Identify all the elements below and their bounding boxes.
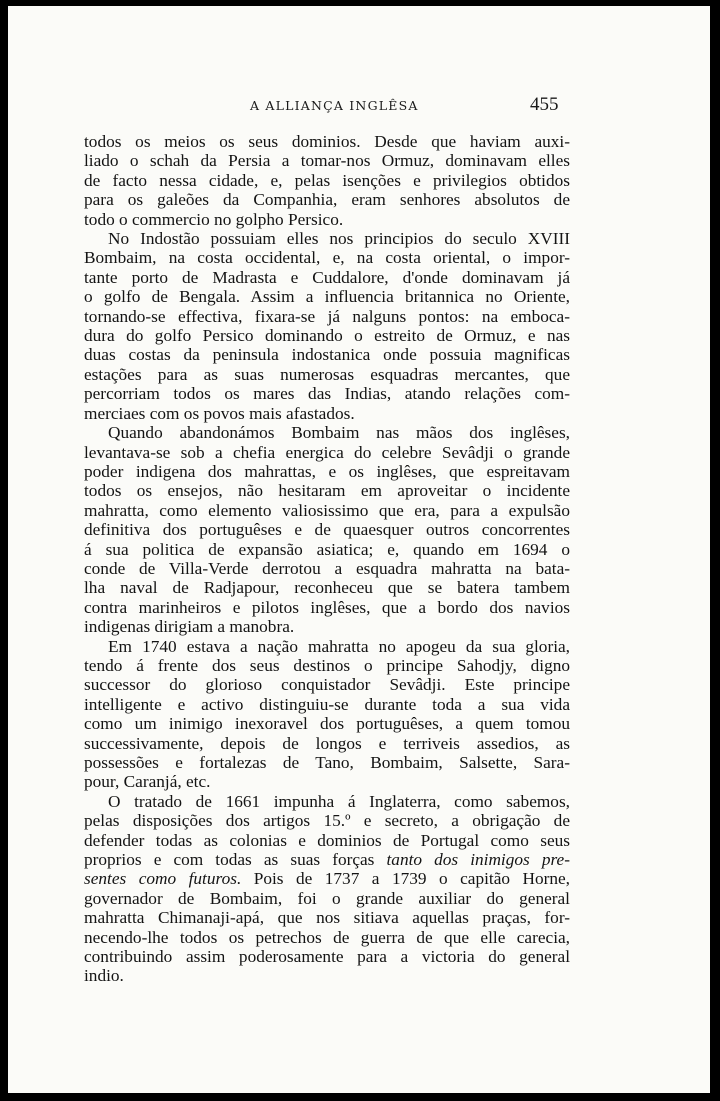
text-line: proprios e com todas as suas forças tanto dos inimigos pre- (84, 850, 570, 870)
text-line: todo o commercio no golpho Persico. (84, 209, 344, 229)
text-line: todos os meios os seus dominios. Desde que haviam auxi- (84, 132, 570, 151)
text-line: lha naval de Radjapour, reconheceu que se batera tambem (84, 578, 570, 598)
body-text (84, 132, 570, 986)
text-line: mahratta Chimanaji-apá, que nos sitiava aquellas praças, for- (84, 908, 570, 928)
text-line: possessões e fortalezas de Tano, Bombaim, Salsette, Sara- (84, 753, 570, 772)
text-line: conde de Villa-Verde derrotou a esquadra mahratta na bata- (84, 558, 570, 578)
text-line: percorriam todos os mares das Indias, atando relações com- (84, 384, 570, 404)
text-line: tornando-se effectiva, fixara-se já nalguns pontos: na emboca- (84, 306, 570, 326)
paragraph (84, 637, 570, 792)
paragraph (84, 132, 570, 229)
text-line: á sua politica de expansão asiatica; e, quando em 1694 o (84, 539, 570, 559)
text-line: como um inimigo inexoravel dos portuguêses, a quem tomou (84, 714, 570, 734)
text-line: successivamente, depois de longos e terriveis assedios, as (84, 733, 570, 753)
paragraph (84, 423, 570, 636)
text-line: O tratado de 1661 impunha á Inglaterra, como sabemos, (108, 791, 570, 811)
text-line: defender todas as colonias e dominios de Portugal como seus (84, 830, 570, 850)
text-line: indigenas dirigiam a manobra. (84, 617, 295, 637)
text-line: contra marinheiros e pilotos inglêses, que a bordo dos navios (84, 597, 570, 617)
text-line: tendo á frente dos seus destinos o principe Sahodjy, digno (84, 655, 570, 675)
page-header (8, 94, 710, 118)
text-line: pelas disposições dos artigos 15.º e secreto, a obrigação de (84, 811, 570, 831)
text-line: indio. (84, 966, 124, 986)
book-page (8, 6, 710, 1093)
text-line: Em 1740 estava a nação mahratta no apogeu da sua gloria, (108, 636, 570, 656)
text-line: No Indostão possuiam elles nos principios do seculo XVIII (108, 229, 570, 249)
text-line: poder indigena dos mahrattas, e os inglêses, que espreitavam (84, 461, 570, 481)
text-line: para os galeões da Companhia, eram senhores absolutos de (84, 190, 570, 210)
text-line: Quando abandonámos Bombaim nas mãos dos inglêses, (108, 423, 570, 443)
text-line: governador de Bombaim, foi o grande auxiliar do general (84, 888, 570, 908)
text-line: duas costas da peninsula indostanica onde possuia magnificas (84, 345, 570, 365)
text-line: o golfo de Bengala. Assim a influencia britannica no Oriente, (84, 287, 570, 307)
text-line: sentes como futuros. Pois de 1737 a 1739 o capitão Horne, (84, 869, 570, 889)
text-line: mahratta, como elemento valiosissimo que era, para a expulsão (84, 500, 570, 520)
text-line: pour, Caranjá, etc. (84, 772, 211, 792)
text-line: merciaes com os povos mais afastados. (84, 403, 355, 423)
running-title: A ALLIANÇA INGLÊSA (250, 98, 419, 113)
text-line: liado o schah da Persia a tomar-nos Ormuz, dominavam elles (84, 151, 570, 171)
text-line: dura do golfo Persico dominando o estreito de Ormuz, e nas (84, 326, 570, 346)
text-line: estações para as suas numerosas esquadras mercantes, que (84, 364, 570, 384)
paragraph (84, 792, 570, 986)
text-line: contribuindo assim poderosamente para a victoria do general (84, 947, 570, 967)
text-line: tante porto de Madrasta e Cuddalore, d'onde dominavam já (84, 267, 570, 287)
text-line: de facto nessa cidade, e, pelas isenções e privilegios obtidos (84, 170, 570, 190)
text-line: necendo-lhe todos os petrechos de guerra de que elle carecia, (84, 927, 570, 947)
italic-text: tanto dos inimigos pre- (386, 850, 570, 870)
text-line: levantava-se sob a chefia energica do celebre Sevâdji o grande (84, 442, 570, 462)
paragraph (84, 229, 570, 423)
italic-text: sentes como futuros. (84, 869, 242, 889)
text-line: successor do glorioso conquistador Sevâdji. Este principe (84, 675, 570, 695)
text-line: todos os ensejos, não hesitaram em aproveitar o incidente (84, 481, 570, 501)
text-line: Bombaim, na costa occidental, e, na costa oriental, o impor- (84, 248, 570, 268)
page-number: 455 (530, 94, 559, 115)
text-line: intelligente e activo distinguiu-se durante toda a sua vida (84, 694, 570, 714)
text-line: definitiva dos portuguêses e de quaesquer outros concorrentes (84, 520, 570, 540)
